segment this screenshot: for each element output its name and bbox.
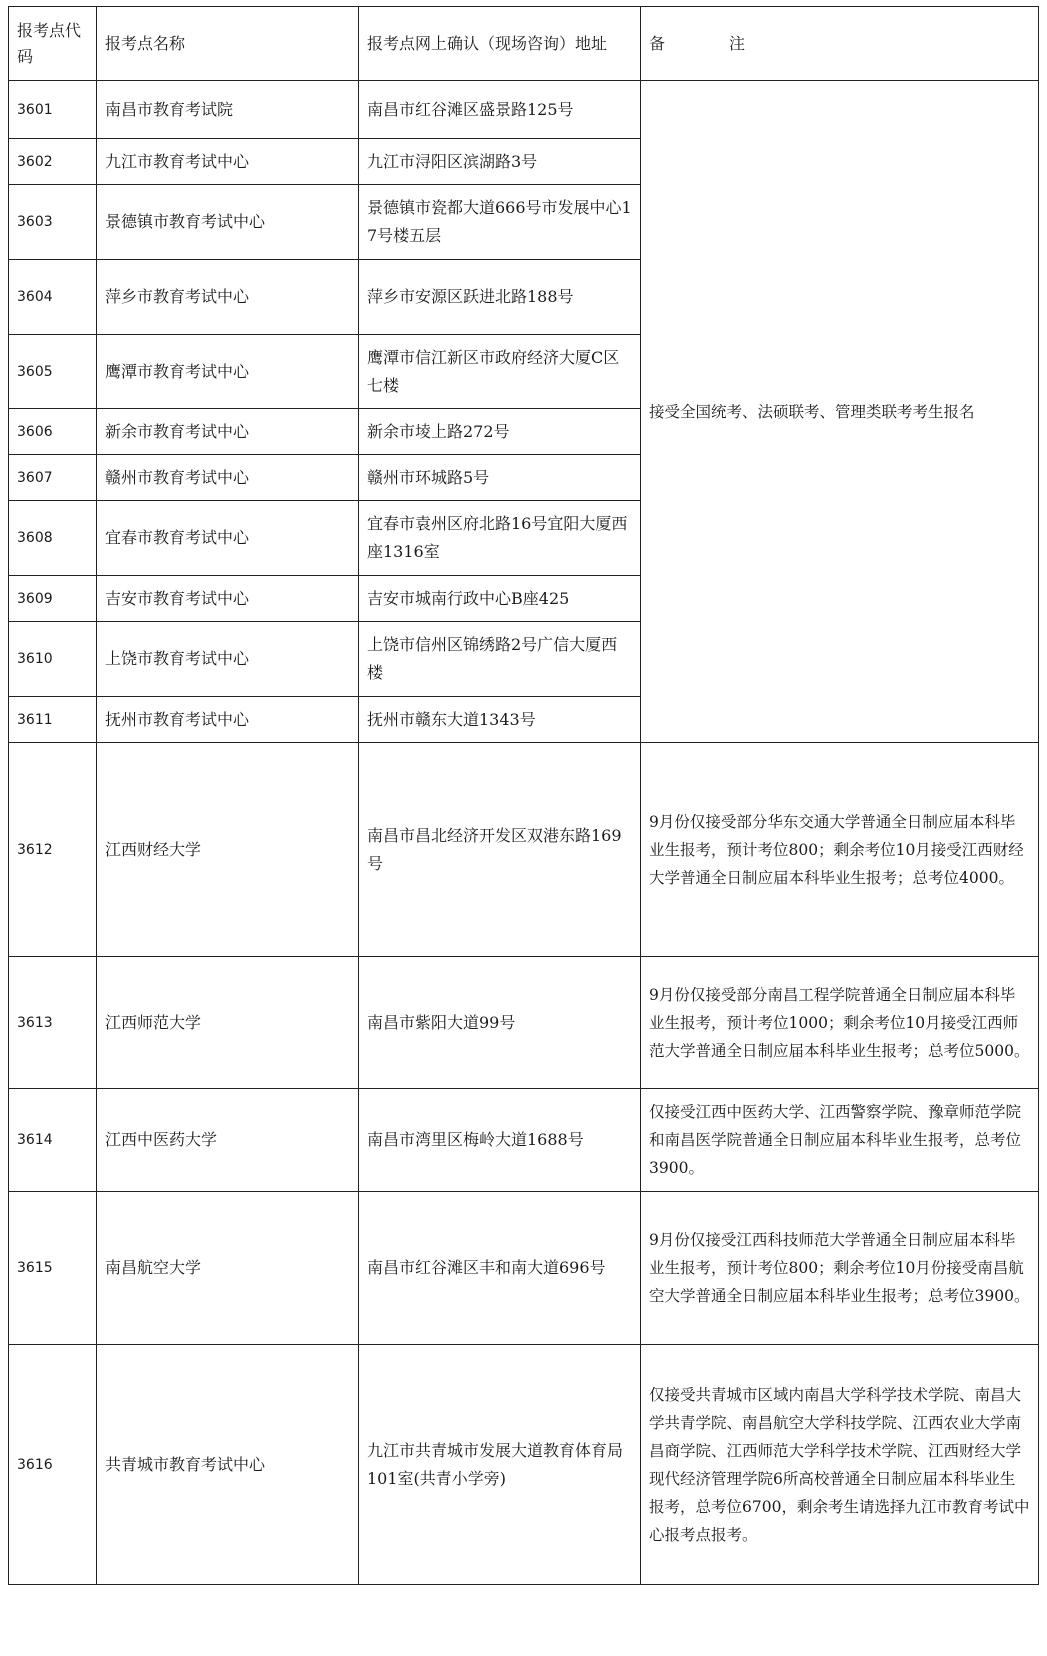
site-note: 9月份仅接受江西科技师范大学普通全日制应届本科毕业生报考，预计考位800；剩余考位10月份接受南昌航空大学普通全日制应届本科毕业生报考；总考位3900。 <box>641 1192 1039 1345</box>
header-address: 报考点网上确认（现场咨询）地址 <box>359 7 641 81</box>
site-note: 9月份仅接受部分南昌工程学院普通全日制应届本科毕业生报考，预计考位1000；剩余考位10月接受江西师范大学普通全日制应届本科毕业生报考；总考位5000。 <box>641 957 1039 1089</box>
site-address: 鹰潭市信江新区市政府经济大厦C区七楼 <box>359 335 641 409</box>
site-code: 3605 <box>9 335 97 409</box>
site-address: 南昌市紫阳大道99号 <box>359 957 641 1089</box>
group-note: 接受全国统考、法硕联考、管理类联考考生报名 <box>641 81 1039 743</box>
site-address: 景德镇市瓷都大道666号市发展中心17号楼五层 <box>359 185 641 260</box>
site-code: 3602 <box>9 139 97 185</box>
site-name: 抚州市教育考试中心 <box>97 697 359 743</box>
site-code: 3611 <box>9 697 97 743</box>
table-row <box>9 1089 1039 1192</box>
site-name: 新余市教育考试中心 <box>97 409 359 455</box>
site-address: 新余市堎上路272号 <box>359 409 641 455</box>
site-code: 3615 <box>9 1192 97 1345</box>
table-row <box>9 743 1039 957</box>
site-code: 3601 <box>9 81 97 139</box>
site-code: 3614 <box>9 1089 97 1192</box>
site-name: 江西师范大学 <box>97 957 359 1089</box>
header-code: 报考点代码 <box>9 7 97 81</box>
site-address: 南昌市昌北经济开发区双港东路169号 <box>359 743 641 957</box>
site-address: 吉安市城南行政中心B座425 <box>359 576 641 622</box>
site-name: 鹰潭市教育考试中心 <box>97 335 359 409</box>
site-name: 上饶市教育考试中心 <box>97 622 359 697</box>
site-name: 南昌市教育考试院 <box>97 81 359 139</box>
site-code: 3613 <box>9 957 97 1089</box>
site-code: 3612 <box>9 743 97 957</box>
site-code: 3607 <box>9 455 97 501</box>
exam-site-table-container <box>8 6 1039 1585</box>
site-address: 赣州市环城路5号 <box>359 455 641 501</box>
site-address: 抚州市赣东大道1343号 <box>359 697 641 743</box>
exam-site-table <box>8 6 1039 1585</box>
site-name: 吉安市教育考试中心 <box>97 576 359 622</box>
site-code: 3608 <box>9 501 97 576</box>
site-name: 江西财经大学 <box>97 743 359 957</box>
site-name: 赣州市教育考试中心 <box>97 455 359 501</box>
site-address: 上饶市信州区锦绣路2号广信大厦西楼 <box>359 622 641 697</box>
site-code: 3603 <box>9 185 97 260</box>
site-note: 9月份仅接受部分华东交通大学普通全日制应届本科毕业生报考，预计考位800；剩余考位10月接受江西财经大学普通全日制应届本科毕业生报考；总考位4000。 <box>641 743 1039 957</box>
site-name: 南昌航空大学 <box>97 1192 359 1345</box>
site-code: 3616 <box>9 1345 97 1585</box>
header-name: 报考点名称 <box>97 7 359 81</box>
site-address: 南昌市红谷滩区盛景路125号 <box>359 81 641 139</box>
site-name: 九江市教育考试中心 <box>97 139 359 185</box>
site-address: 九江市共青城市发展大道教育体育局101室(共青小学旁) <box>359 1345 641 1585</box>
site-note: 仅接受共青城市区域内南昌大学科学技术学院、南昌大学共青学院、南昌航空大学科技学院、江西农业大学南昌商学院、江西师范大学科学技术学院、江西财经大学现代经济管理学院6所高校普通全日制应届本科毕业生报考，总考位6700，剩余考生请选择九江市教育考试中心报考点报考。 <box>641 1345 1039 1585</box>
site-name: 萍乡市教育考试中心 <box>97 260 359 335</box>
site-code: 3606 <box>9 409 97 455</box>
site-code: 3604 <box>9 260 97 335</box>
site-address: 萍乡市安源区跃进北路188号 <box>359 260 641 335</box>
header-row <box>9 7 1039 81</box>
site-name: 江西中医药大学 <box>97 1089 359 1192</box>
header-note: 备 注 <box>641 7 1039 81</box>
site-code: 3609 <box>9 576 97 622</box>
site-note: 仅接受江西中医药大学、江西警察学院、豫章师范学院和南昌医学院普通全日制应届本科毕业生报考，总考位3900。 <box>641 1089 1039 1192</box>
table-row <box>9 1345 1039 1585</box>
site-address: 南昌市红谷滩区丰和南大道696号 <box>359 1192 641 1345</box>
site-name: 共青城市教育考试中心 <box>97 1345 359 1585</box>
site-name: 宜春市教育考试中心 <box>97 501 359 576</box>
table-row <box>9 957 1039 1089</box>
site-address: 南昌市湾里区梅岭大道1688号 <box>359 1089 641 1192</box>
site-name: 景德镇市教育考试中心 <box>97 185 359 260</box>
site-code: 3610 <box>9 622 97 697</box>
site-address: 九江市浔阳区滨湖路3号 <box>359 139 641 185</box>
table-row <box>9 81 1039 139</box>
site-address: 宜春市袁州区府北路16号宜阳大厦西座1316室 <box>359 501 641 576</box>
table-row <box>9 1192 1039 1345</box>
